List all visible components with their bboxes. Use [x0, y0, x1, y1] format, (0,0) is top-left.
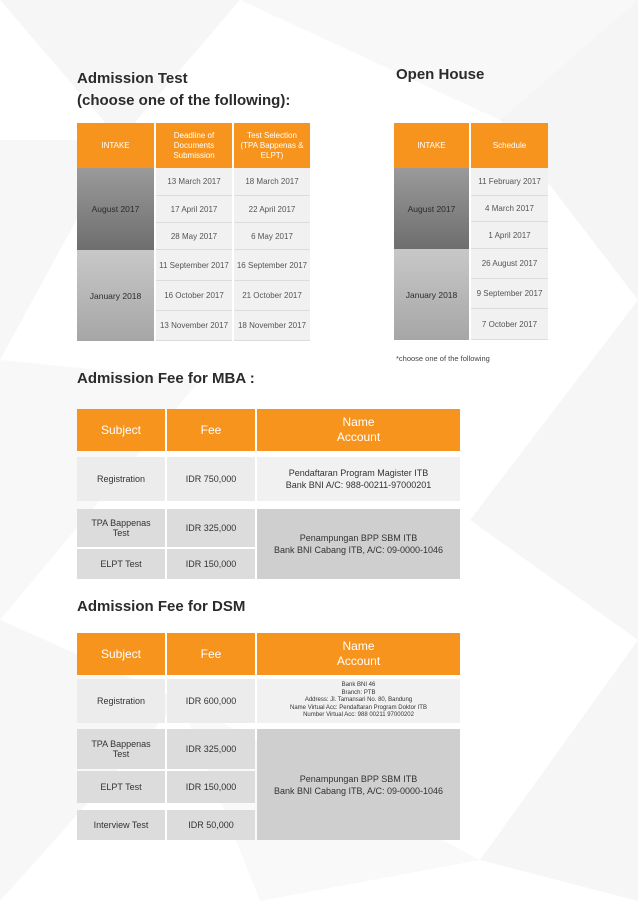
schedule-cell: 11 February 2017	[471, 168, 548, 196]
table-row	[394, 249, 548, 279]
account-line: Penampungan BPP SBM ITB	[299, 773, 418, 784]
test-date-cell: 18 November 2017	[234, 311, 310, 341]
schedule-cell: 4 March 2017	[471, 196, 548, 222]
deadline-cell: 17 April 2017	[156, 196, 232, 223]
header-intake: INTAKE	[394, 123, 469, 168]
schedule-cell: 9 September 2017	[471, 279, 548, 309]
subject-cell: Interview Test	[77, 810, 165, 840]
header-test-selection: Test Selection (TPA Bappenas & ELPT)	[234, 123, 310, 168]
account-line: Bank BNI A/C: 988-00211-97000201	[285, 480, 432, 490]
deadline-cell: 28 May 2017	[156, 223, 232, 250]
open-house-note: *choose one of the following	[396, 354, 490, 363]
intake-january-2018: January 2018	[77, 250, 154, 341]
table-row	[77, 729, 460, 769]
subject-cell: ELPT Test	[77, 771, 165, 803]
header-subject: Subject	[77, 409, 165, 451]
test-date-cell: 16 September 2017	[234, 250, 310, 281]
header-fee: Fee	[167, 409, 255, 451]
account-line: Bank BNI Cabang ITB, A/C: 09-0000-1046	[273, 785, 444, 796]
header-name: Name	[342, 639, 375, 653]
fee-mba-table	[75, 409, 462, 579]
table-row	[77, 679, 460, 723]
intake-august-2017: August 2017	[394, 168, 469, 249]
test-date-cell: 22 April 2017	[234, 196, 310, 223]
open-house-table	[392, 123, 550, 340]
admission-test-title-line1: Admission Test	[77, 70, 188, 87]
intake-august-2017: August 2017	[77, 168, 154, 250]
table-row	[77, 168, 310, 196]
subject-cell: Registration	[77, 457, 165, 501]
header-account: Account	[336, 654, 381, 668]
deadline-cell: 13 March 2017	[156, 168, 232, 196]
header-name-account	[257, 633, 460, 675]
account-line: Penampungan BPP SBM ITB	[299, 533, 418, 543]
test-date-cell: 6 May 2017	[234, 223, 310, 250]
fee-dsm-table	[75, 633, 462, 840]
schedule-cell: 26 August 2017	[471, 249, 548, 279]
table-row	[77, 509, 460, 547]
deadline-cell: 13 November 2017	[156, 311, 232, 341]
fee-cell: IDR 600,000	[167, 679, 255, 723]
open-house-title: Open House	[396, 66, 485, 83]
deadline-cell: 11 September 2017	[156, 250, 232, 281]
subject-cell: ELPT Test	[77, 549, 165, 579]
fee-cell: IDR 750,000	[167, 457, 255, 501]
account-registration	[257, 457, 460, 501]
account-line: Bank BNI Cabang ITB, A/C: 09-0000-1046	[273, 545, 444, 555]
admission-test-table	[75, 123, 312, 341]
admission-test-title-line2: (choose one of the following):	[77, 92, 291, 109]
account-line: Branch: PTB	[341, 689, 376, 696]
fee-mba-title: Admission Fee for MBA :	[77, 370, 255, 387]
schedule-cell: 1 April 2017	[471, 222, 548, 249]
table-row	[77, 457, 460, 501]
fee-dsm-title: Admission Fee for DSM	[77, 598, 246, 615]
test-date-cell: 18 March 2017	[234, 168, 310, 196]
header-schedule: Schedule	[471, 123, 548, 168]
fee-cell: IDR 150,000	[167, 549, 255, 579]
header-name-account	[257, 409, 460, 451]
header-intake: INTAKE	[77, 123, 154, 168]
account-tests	[257, 729, 460, 840]
account-line: Pendaftaran Program Magister ITB	[288, 468, 429, 478]
account-tests	[257, 509, 460, 579]
header-subject: Subject	[77, 633, 165, 675]
intake-january-2018: January 2018	[394, 249, 469, 340]
header-fee: Fee	[167, 633, 255, 675]
account-line: Address: Jl. Tamansari No. 80, Bandung	[304, 697, 413, 704]
fee-cell: IDR 150,000	[167, 771, 255, 803]
subject-cell: TPA Bappenas Test	[77, 509, 165, 547]
account-line: Name Virtual Acc: Pendaftaran Program Doktor ITB	[290, 704, 427, 711]
subject-cell: TPA Bappenas Test	[77, 729, 165, 769]
header-account: Account	[336, 430, 381, 444]
account-line: Number Virtual Acc: 988 00211 97000202	[303, 712, 414, 719]
account-line: Bank BNI 46	[341, 682, 376, 689]
table-row	[394, 168, 548, 196]
test-date-cell: 21 October 2017	[234, 281, 310, 311]
fee-cell: IDR 325,000	[167, 509, 255, 547]
header-deadline: Deadline of Documents Submission	[156, 123, 232, 168]
fee-cell: IDR 50,000	[167, 810, 255, 840]
subject-cell: Registration	[77, 679, 165, 723]
table-row	[77, 250, 310, 281]
header-name: Name	[342, 415, 375, 429]
fee-cell: IDR 325,000	[167, 729, 255, 769]
account-registration	[257, 679, 460, 723]
schedule-cell: 7 October 2017	[471, 309, 548, 340]
admission-test-title	[77, 68, 290, 112]
deadline-cell: 16 October 2017	[156, 281, 232, 311]
